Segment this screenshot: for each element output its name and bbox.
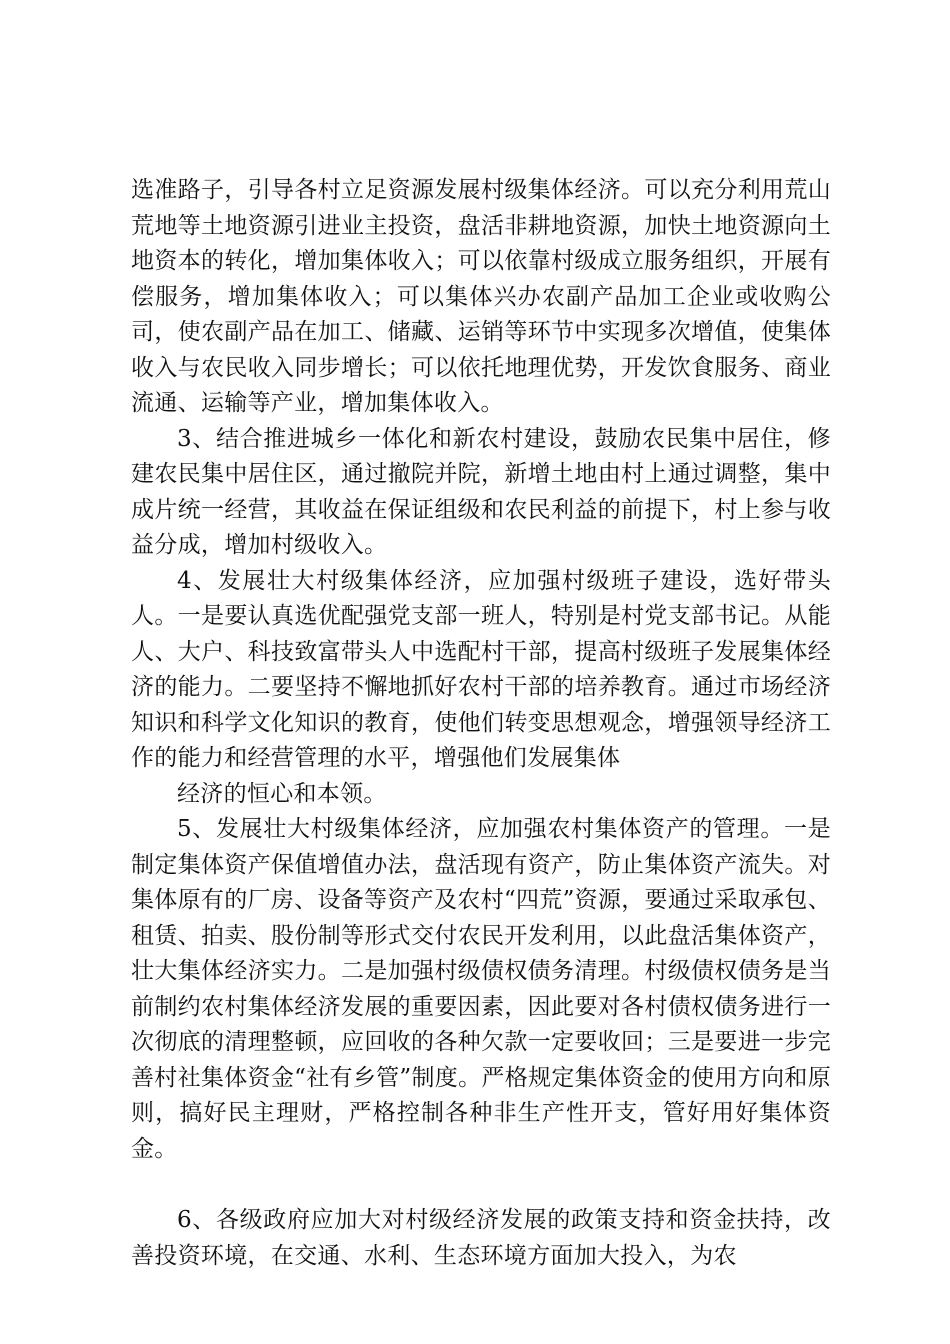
paragraph-spacer: [131, 1167, 831, 1203]
paragraph-item-3: 3、结合推进城乡一体化和新农村建设，鼓励农民集中居住，修建农民集中居住区，通过撤院并院，新增土地由村上通过调整，集中成片统一经营，其收益在保证组级和农民利益的前提下，村上参与收益分成，增加村级收入。: [131, 425, 831, 558]
document-body: [131, 173, 831, 1274]
paragraph-item-4-tail: 经济的恒心和本领。: [177, 780, 387, 807]
paragraph-item-5: 5、发展壮大村级集体经济，应加强农村集体资产的管理。一是制定集体资产保值增值办法，盘活现有资产，防止集体资产流失。对集体原有的厂房、设备等资产及农村“四荒”资源，要通过采取承包、租赁、拍卖、股份制等形式交付农民开发利用，以此盘活集体资产，壮大集体经济实力。二是加强村级债权债务清理。村级债权债务是当前制约农村集体经济发展的重要因素，因此要对各村债权债务进行一次彻底的清理整顿，应回收的各种欠款一定要收回；三是要进一步完善村社集体资金“社有乡管”制度。严格规定集体资金的使用方向和原则，搞好民主理财，严格控制各种非生产性开支，管好用好集体资金。: [131, 816, 831, 1162]
paragraph-item-4: 4、发展壮大村级集体经济，应加强村级班子建设，选好带头人。一是要认真选优配强党支部一班人，特别是村党支部书记。从能人、大户、科技致富带头人中选配村干部，提高村级班子发展集体经济的能力。二要坚持不懈地抓好农村干部的培养教育。通过市场经济知识和科学文化知识的教育，使他们转变思想观念，增强领导经济工作的能力和经营管理的水平，增强他们发展集体: [131, 567, 831, 771]
paragraph-item-6: 6、各级政府应加大对村级经济发展的政策支持和资金扶持，改善投资环境，在交通、水利、生态环境方面加大投入，为农: [131, 1207, 831, 1269]
paragraph-continuation: 选准路子，引导各村立足资源发展村级集体经济。可以充分利用荒山荒地等土地资源引进业主投资，盘活非耕地资源，加快土地资源向土地资本的转化，增加集体收入；可以依靠村级成立服务组织，开展有偿服务，增加集体收入；可以集体兴办农副产品加工企业或收购公司，使农副产品在加工、储藏、运销等环节中实现多次增值，使集体收入与农民收入同步增长；可以依托地理优势，开发饮食服务、商业流通、运输等产业，增加集体收入。: [131, 177, 831, 416]
